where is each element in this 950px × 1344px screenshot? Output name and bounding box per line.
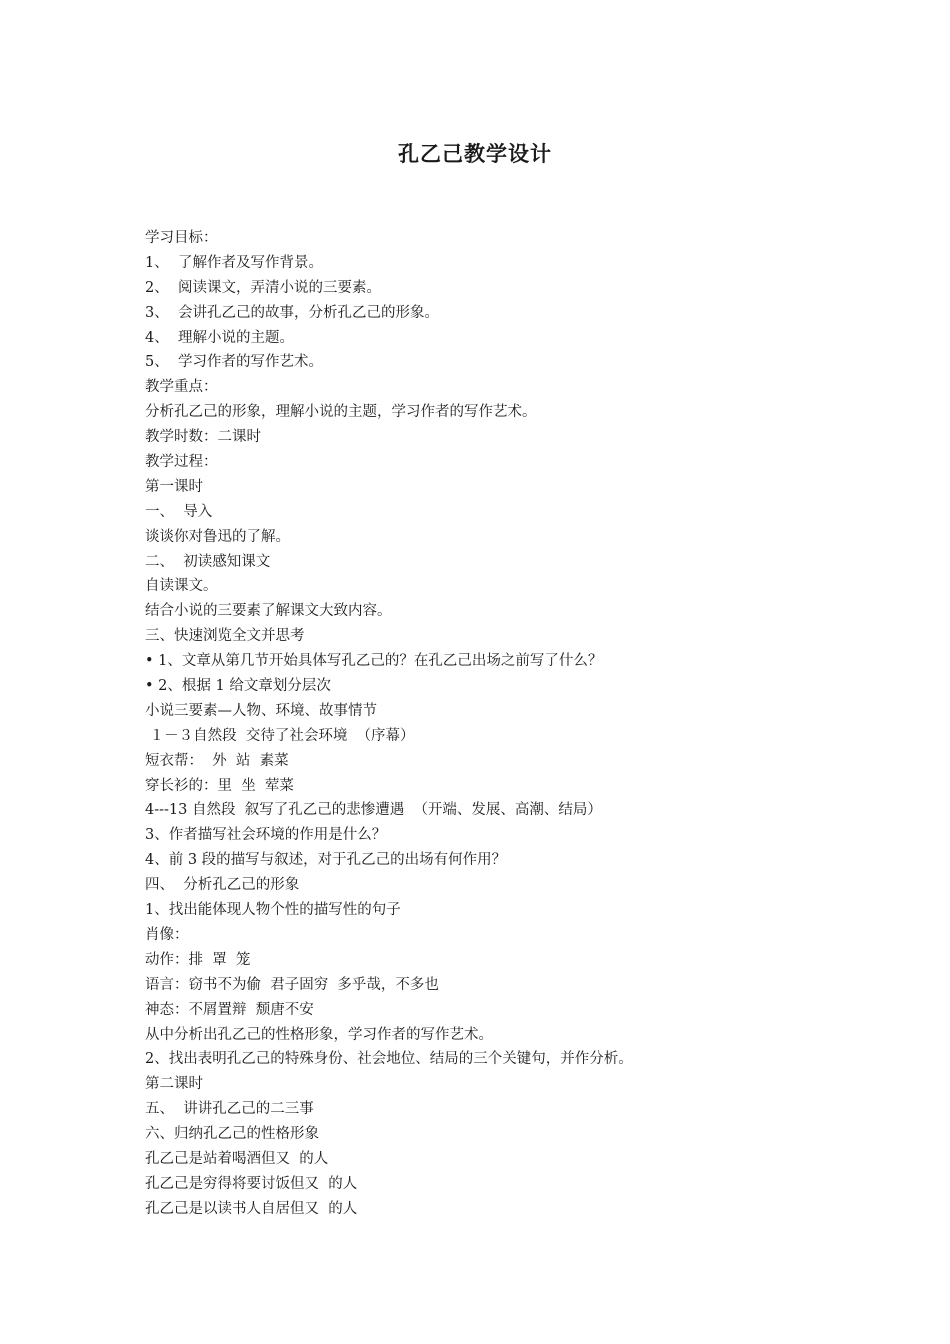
text-line: 二、 初读感知课文 xyxy=(145,553,271,570)
text-line: 四、 分析孔乙己的形象 xyxy=(145,877,300,894)
text-line: 语言：窃书不为偷 君子固穷 多乎哉，不多也 xyxy=(145,976,439,993)
text-line: 4---13 自然段 叙写了孔乙己的悲惨遭遇 （开端、发展、高潮、结局） xyxy=(145,802,602,819)
text-line: 自读课文。 xyxy=(145,578,218,595)
text-line: 肖像： xyxy=(145,926,189,943)
text-line: 5、 学习作者的写作艺术。 xyxy=(145,354,323,371)
text-line: • 2、根据 1 给文章划分层次 xyxy=(145,678,331,695)
text-line: 教学过程： xyxy=(145,454,218,471)
text-line: 谈谈你对鲁迅的了解。 xyxy=(145,528,290,545)
document-title: 孔乙己教学设计 xyxy=(398,142,552,166)
text-line: 教学时数：二课时 xyxy=(145,429,261,446)
document-body xyxy=(145,226,865,1222)
text-line: 4、 理解小说的主题。 xyxy=(145,329,294,346)
text-line: 2、 阅读课文，弄清小说的三要素。 xyxy=(145,279,381,296)
text-line: 孔乙己是穷得将要讨饭但又 的人 xyxy=(145,1175,358,1192)
text-line: 3、作者描写社会环境的作用是什么？ xyxy=(145,827,387,844)
text-line: 1、找出能体现人物个性的描写性的句子 xyxy=(145,902,401,919)
text-line: • 1、文章从第几节开始具体写孔乙己的？在孔乙己出场之前写了什么？ xyxy=(145,653,603,670)
text-line: 孔乙己是以读书人自居但又 的人 xyxy=(145,1200,358,1217)
text-line: 3、 会讲孔乙己的故事，分析孔乙己的形象。 xyxy=(145,304,439,321)
text-line: 小说三要素—人物、环境、故事情节 xyxy=(145,702,377,719)
text-line: 2、找出表明孔乙己的特殊身份、社会地位、结局的三个关键句，并作分析。 xyxy=(145,1051,633,1068)
text-line: 穿长衫的：里 坐 荤菜 xyxy=(145,777,294,794)
text-line: 从中分析出孔乙己的性格形象，学习作者的写作艺术。 xyxy=(145,1026,493,1043)
text-line: 学习目标： xyxy=(145,230,218,246)
text-line: 4、前 3 段的描写与叙述，对于孔乙己的出场有何作用？ xyxy=(145,852,507,869)
text-line: 六、归纳孔乙己的性格形象 xyxy=(145,1126,319,1143)
text-line: 一、 导入 xyxy=(145,503,213,520)
text-line: 动作：排 罩 笼 xyxy=(145,951,251,968)
text-line: 分析孔乙己的形象，理解小说的主题，学习作者的写作艺术。 xyxy=(145,404,537,421)
text-line: 三、快速浏览全文并思考 xyxy=(145,628,305,645)
text-line: 结合小说的三要素了解课文大致内容。 xyxy=(145,603,392,620)
text-line: １－３自然段 交待了社会环境 （序幕） xyxy=(145,727,415,744)
text-line: 第一课时 xyxy=(145,478,203,495)
text-line: 孔乙己是站着喝酒但又 的人 xyxy=(145,1150,329,1167)
text-line: 第二课时 xyxy=(145,1076,203,1093)
text-line: 短衣帮： 外 站 素菜 xyxy=(145,752,289,769)
text-line: 五、 讲讲孔乙己的二三事 xyxy=(145,1101,314,1118)
text-line: 1、 了解作者及写作背景。 xyxy=(145,254,323,271)
text-line: 教学重点： xyxy=(145,379,218,396)
text-line: 神态：不屑置辩 颓唐不安 xyxy=(145,1001,314,1018)
